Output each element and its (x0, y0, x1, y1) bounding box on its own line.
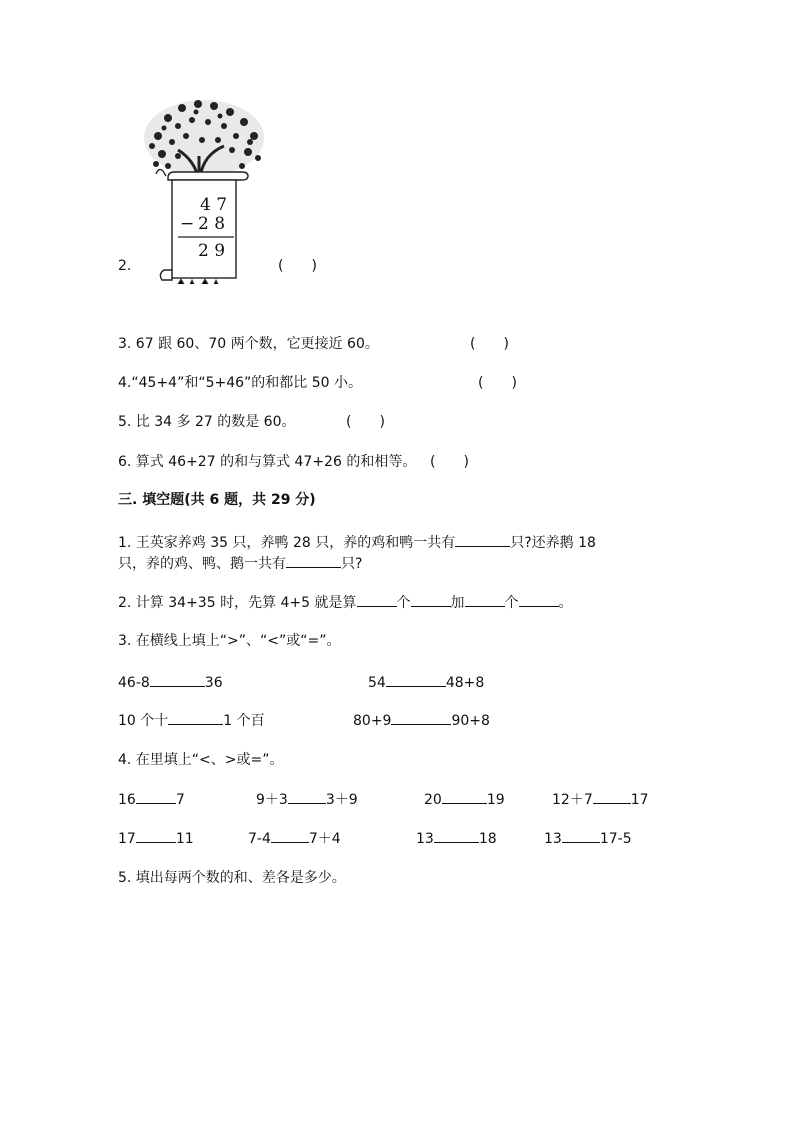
fill-question-5-title: 5. 填出每两个数的和、差各是多少。 (118, 870, 346, 886)
question-3: 3. 67 跟 60、70 两个数，它更接近 60。 (118, 336, 379, 352)
answer-paren-q4[interactable]: ( ) (478, 375, 517, 391)
compare-left: 54 (368, 675, 386, 691)
compare-left: 46-8 (118, 675, 150, 691)
fill-question-4-title: 4. 在里填上“<、>或=”。 (118, 752, 284, 768)
compare-item (416, 828, 497, 849)
compare-item (424, 789, 505, 810)
tree-scroll-figure (138, 96, 270, 286)
compare-left: 9＋3 (256, 792, 288, 808)
compare-item (118, 672, 223, 693)
answer-paren-q3[interactable]: ( ) (470, 336, 509, 352)
compare-left: 20 (424, 792, 442, 808)
fill-q1-text-d: 只? (341, 556, 363, 572)
compare-blank[interactable] (593, 789, 631, 804)
compare-item (118, 789, 185, 810)
compare-blank[interactable] (136, 789, 176, 804)
compare-blank[interactable] (288, 789, 326, 804)
fill-q2-blank-4[interactable] (519, 592, 559, 607)
question-5: 5. 比 34 多 27 的数是 60。 (118, 414, 296, 430)
compare-right: 17-5 (599, 831, 632, 847)
compare-left: 12＋7 (552, 792, 593, 808)
fill-q2-text-c: 加 (450, 595, 465, 611)
compare-left: 7-4 (248, 831, 271, 847)
compare-item (118, 828, 194, 849)
compare-item (248, 828, 341, 849)
compare-blank[interactable] (168, 710, 223, 725)
question-4: 4.“45+4”和“5+46”的和都比 50 小。 (118, 375, 362, 391)
fill-q2-blank-1[interactable] (357, 592, 397, 607)
compare-blank[interactable] (562, 828, 600, 843)
fill-question-3-title: 3. 在横线上填上“>”、“<”或“=”。 (118, 633, 341, 649)
compare-right: 7 (175, 792, 185, 808)
fill-q2-text-e: 。 (558, 595, 573, 611)
answer-paren-q5[interactable]: ( ) (346, 414, 385, 430)
compare-blank[interactable] (442, 789, 487, 804)
compare-item (353, 710, 490, 731)
compare-item (552, 789, 649, 810)
compare-blank[interactable] (391, 710, 451, 725)
fill-question-1-line-2 (118, 553, 362, 574)
compare-item (118, 710, 265, 731)
compare-blank[interactable] (271, 828, 309, 843)
fill-q2-blank-3[interactable] (465, 592, 505, 607)
answer-paren-q2[interactable]: ( ) (278, 258, 317, 274)
compare-right: 19 (486, 792, 505, 808)
compare-right: 7＋4 (308, 831, 341, 847)
compare-left: 13 (544, 831, 562, 847)
fill-q2-text-a: 2. 计算 34+35 时，先算 4+5 就是算 (118, 595, 357, 611)
fill-question-1-line-1 (118, 532, 596, 553)
compare-item (368, 672, 484, 693)
compare-blank[interactable] (434, 828, 479, 843)
question-2-number: 2. (118, 258, 132, 274)
fill-q1-blank-1[interactable] (455, 532, 510, 547)
compare-left: 17 (118, 831, 136, 847)
fill-q1-blank-2[interactable] (286, 553, 341, 568)
fill-q1-text-c: 只，养的鸡、鸭、鹅一共有 (118, 556, 286, 572)
compare-right: 1 个百 (223, 713, 265, 729)
compare-right: 11 (175, 831, 194, 847)
compare-right: 18 (478, 831, 497, 847)
compare-item (544, 828, 632, 849)
compare-item (256, 789, 358, 810)
compare-left: 10 个十 (118, 713, 169, 729)
compare-left: 13 (416, 831, 434, 847)
fill-q2-text-d: 个 (504, 595, 519, 611)
fill-q2-blank-2[interactable] (411, 592, 451, 607)
grass (178, 279, 218, 284)
compare-blank[interactable] (386, 672, 446, 687)
fill-question-2 (118, 592, 573, 613)
compare-right: 17 (630, 792, 649, 808)
calc-top-number: 4 7 (200, 195, 228, 215)
fill-q1-text-b: 只?还养鹅 18 (510, 535, 596, 551)
compare-right: 48+8 (445, 675, 485, 691)
question-6: 6. 算式 46+27 的和与算式 47+26 的和相等。 (118, 454, 417, 470)
compare-blank[interactable] (136, 828, 176, 843)
answer-paren-q6[interactable]: ( ) (430, 454, 469, 470)
tree-crown (144, 100, 264, 178)
compare-left: 80+9 (353, 713, 392, 729)
compare-right: 3＋9 (325, 792, 358, 808)
calc-result: 2 9 (198, 241, 226, 261)
fill-q2-text-b: 个 (396, 595, 411, 611)
calc-operator: − (180, 214, 195, 234)
compare-blank[interactable] (150, 672, 205, 687)
section-title: 三. 填空题(共 6 题，共 29 分) (118, 492, 316, 508)
compare-left: 16 (118, 792, 136, 808)
compare-right: 36 (204, 675, 223, 691)
calc-subtrahend: 2 8 (198, 214, 226, 234)
fill-q1-text-a: 1. 王英家养鸡 35 只，养鸭 28 只，养的鸡和鸭一共有 (118, 535, 456, 551)
compare-right: 90+8 (451, 713, 490, 729)
